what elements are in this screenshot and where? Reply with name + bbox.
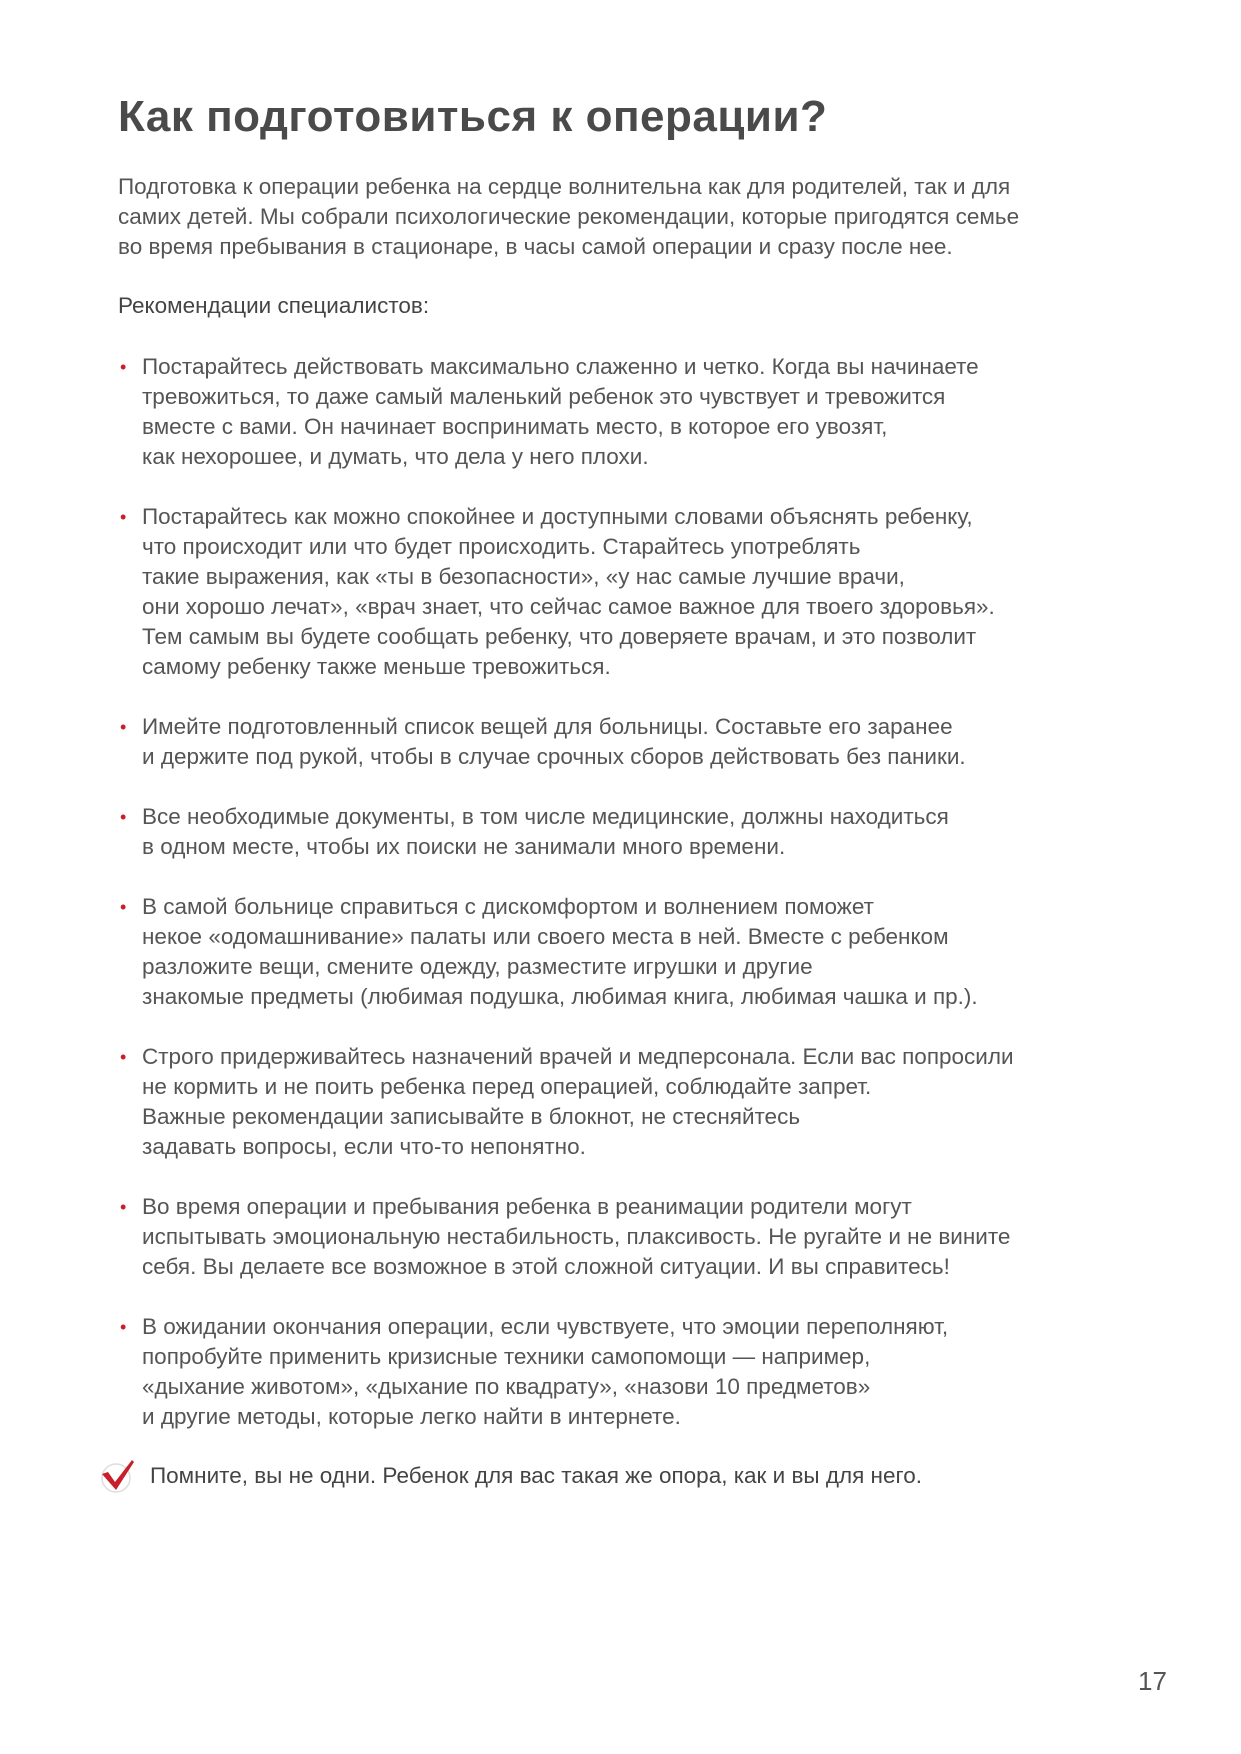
checkmark-icon bbox=[98, 1456, 138, 1496]
bullet-icon: • bbox=[120, 1317, 127, 1337]
page-number: 17 bbox=[1138, 1666, 1167, 1696]
bullet-icon: • bbox=[120, 1047, 127, 1067]
list-item-text: Во время операции и пребывания ребенка в реанимации родители могут испытывать эмоциональную нестабильность, плаксивость. Не ругайте и не вините себя. Вы делаете все возможное в этой сложной ситуации. И вы справитесь! bbox=[142, 1194, 1011, 1279]
list-item bbox=[118, 892, 1014, 1012]
bullet-icon: • bbox=[120, 807, 127, 827]
bullet-icon: • bbox=[120, 717, 127, 737]
list-item bbox=[118, 352, 1014, 472]
reminder-text: Помните, вы не одни. Ребенок для вас такая же опора, как и вы для него. bbox=[150, 1463, 922, 1488]
page-title: Как подготовиться к операции? bbox=[118, 92, 828, 141]
list-item-text: Постарайтесь действовать максимально слаженно и четко. Когда вы начинаете тревожиться, то даже самый маленький ребенок это чувствует и тревожится вместе с вами. Он начинает воспринимать место, в которое его увозят, как нехорошее, и думать, что дела у него плохи. bbox=[142, 354, 979, 469]
list-item bbox=[118, 502, 1014, 682]
bullet-icon: • bbox=[120, 1197, 127, 1217]
bullet-icon: • bbox=[120, 357, 127, 377]
list-item-text: Строго придерживайтесь назначений врачей и медперсонала. Если вас попросили не кормить и не поить ребенка перед операцией, соблюдайте запрет. Важные рекомендации записывайте в блокнот, не стесняйтесь задавать вопросы, если что-то непонятно. bbox=[142, 1044, 1014, 1159]
list-item bbox=[118, 1042, 1014, 1162]
recommendations-heading: Рекомендации специалистов: bbox=[118, 293, 430, 318]
list-item-text: Все необходимые документы, в том числе медицинские, должны находиться в одном месте, чтобы их поиски не занимали много времени. bbox=[142, 804, 949, 859]
list-item bbox=[118, 802, 1014, 862]
bullet-icon: • bbox=[120, 897, 127, 917]
list-item bbox=[118, 1192, 1014, 1282]
recommendations-list bbox=[118, 352, 1014, 1462]
list-item-text: В самой больнице справиться с дискомфортом и волнением поможет некое «одомашнивание» палаты или своего места в ней. Вместе с ребенком разложите вещи, смените одежду, разместите игрушки и другие знакомые предметы (любимая подушка, любимая книга, любимая чашка и пр.). bbox=[142, 894, 978, 1009]
bullet-icon: • bbox=[120, 507, 127, 527]
list-item-text: Имейте подготовленный список вещей для больницы. Составьте его заранее и держите под рукой, чтобы в случае срочных сборов действовать без паники. bbox=[142, 714, 966, 769]
list-item bbox=[118, 712, 1014, 772]
list-item bbox=[118, 1312, 1014, 1432]
intro-paragraph: Подготовка к операции ребенка на сердце волнительна как для родителей, так и для самих детей. Мы собрали психологические рекомендации, которые пригодятся семье во время пребывания в стационаре, в часы самой операции и сразу после нее. bbox=[118, 174, 1020, 259]
list-item-text: Постарайтесь как можно спокойнее и доступными словами объяснять ребенку, что происходит или что будет происходить. Старайтесь употреблять такие выражения, как «ты в безопасности», «у нас самые лучшие врачи, они хорошо лечат», «врач знает, что сейчас самое важное для твоего здоровья». Тем самым вы будете сообщать ребенку, что доверяете врачам, и это позволит самому ребенку также меньше тревожиться. bbox=[142, 504, 995, 679]
reminder-note bbox=[98, 1456, 922, 1496]
list-item-text: В ожидании окончания операции, если чувствуете, что эмоции переполняют, попробуйте применить кризисные техники самопомощи — например, «дыхание животом», «дыхание по квадрату», «назови 10 предметов» и другие методы, которые легко найти в интернете. bbox=[142, 1314, 949, 1429]
